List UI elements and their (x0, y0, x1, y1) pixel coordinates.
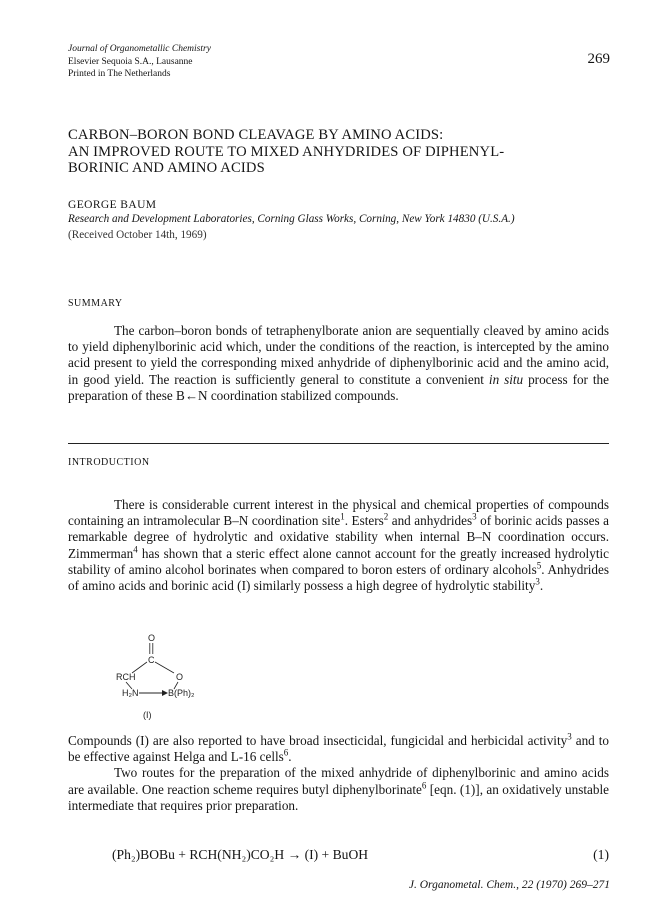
introduction-paragraph-1 (68, 497, 609, 594)
equation-number: (1) (593, 847, 609, 862)
citation-ref: 6 (283, 747, 289, 758)
author-name: GEORGE BAUM (68, 199, 157, 211)
rch-group: RCH (116, 672, 136, 682)
equation-text: (Ph₂)BOBu + RCH(NH₂)CO₂H → (I) + BuOH (112, 847, 369, 862)
intro-text: and to be effective against Helga and L-16 cells (68, 733, 609, 765)
summary-paragraph (68, 323, 609, 404)
intro-p2 (68, 733, 609, 765)
summary-text-part: process for the preparation of these B←N coordination stabilized compounds. (68, 371, 609, 403)
printed-in: Printed in The Netherlands (68, 69, 171, 79)
intro-p1 (68, 497, 609, 594)
intro-p3 (68, 765, 609, 814)
received-date: (Received October 14th, 1969) (68, 229, 207, 241)
citation-ref: 3 (567, 731, 572, 742)
intro-text: . Anhydrides of amino acids and borinic acid (I) similarly possess a high degree of hydrolytic stability (68, 561, 609, 594)
page-number: 269 (587, 51, 610, 67)
oxygen-atom-top: O (148, 633, 156, 643)
citation-ref: 2 (383, 511, 389, 522)
intro-text: . (288, 749, 292, 765)
intro-text: has shown that a steric effect alone cannot account for the greatly increased hydrolytic stability of amino alcohol borinates when compared to boron esters of ordinary alcohols (68, 545, 609, 577)
intro-text: . Esters (344, 513, 384, 529)
oxygen-atom-ring: O (176, 672, 184, 682)
title-line-1: CARBON–BORON BOND CLEAVAGE BY AMINO ACIDS: (68, 127, 444, 143)
introduction-heading: INTRODUCTION (68, 457, 150, 468)
intro-text: Two routes for the preparation of the mixed anhydride of diphenylborinic and amino acids are available. One reaction scheme requires butyl diphenylborinate (68, 765, 609, 797)
article-title (68, 127, 628, 177)
summary-text (68, 323, 609, 404)
citation-ref: 3 (472, 511, 477, 522)
carbon-atom: C (148, 655, 155, 665)
journal-info (68, 43, 211, 81)
equation-1 (112, 847, 609, 863)
summary-text-part: The carbon–boron bonds of tetraphenylborate anion are sequentially cleaved by amino acids to yield diphenylborinic acid which, under the conditions of the reaction, is intercepted by the amino acid present to yield the corresponding mixed anhydride of diphenylborinic acid and the amino acid, in good yield. The reaction is sufficiently general to constitute a convenient (68, 323, 609, 387)
journal-name: Journal of Organometallic Chemistry (68, 44, 211, 54)
chemical-structure-I (108, 632, 228, 722)
intro-text: There is considerable current interest in the physical and chemical properties of compounds containing an intramolecular B–N coordination site (68, 497, 609, 529)
intro-text: Compounds (I) are also reported to have broad insecticidal, fungicidal and herbicidal activity (68, 733, 568, 748)
intro-text: and anhydrides (388, 513, 473, 529)
citation-ref: 5 (536, 560, 542, 571)
citation-ref: 3 (535, 576, 540, 587)
section-divider (68, 443, 609, 444)
publisher: Elsevier Sequoia S.A., Lausanne (68, 56, 193, 67)
intro-text: of borinic acids passes a remarkable degree of hydrolytic and oxidative stability when internal B–N coordination occurs. Zimmerman (68, 513, 609, 561)
intro-text: . (539, 578, 544, 594)
citation-ref: 4 (133, 544, 138, 555)
intro-text: [eqn. (1)], an oxidatively unstable intermediate that requires prior preparation. (68, 781, 609, 813)
title-line-2: AN IMPROVED ROUTE TO MIXED ANHYDRIDES OF DIPHENYL- (68, 143, 505, 160)
title-line-3: BORINIC AND AMINO ACIDS (68, 160, 265, 177)
citation-ref: 6 (421, 780, 427, 791)
introduction-paragraph-2-3 (68, 733, 609, 814)
journal-citation: J. Organometal. Chem., 22 (1970) 269–271 (408, 879, 610, 891)
boron-diphenyl-group: B(Ph)₂ (168, 688, 195, 698)
amine-group: H₂N (122, 688, 139, 698)
citation-ref: 1 (340, 511, 345, 522)
summary-italic-term: in situ (488, 371, 524, 387)
author-affiliation: Research and Development Laboratories, Corning Glass Works, Corning, New York 14830 (U.S.A.) (68, 213, 515, 225)
summary-heading: SUMMARY (68, 298, 123, 309)
compound-label: (I) (143, 710, 152, 720)
